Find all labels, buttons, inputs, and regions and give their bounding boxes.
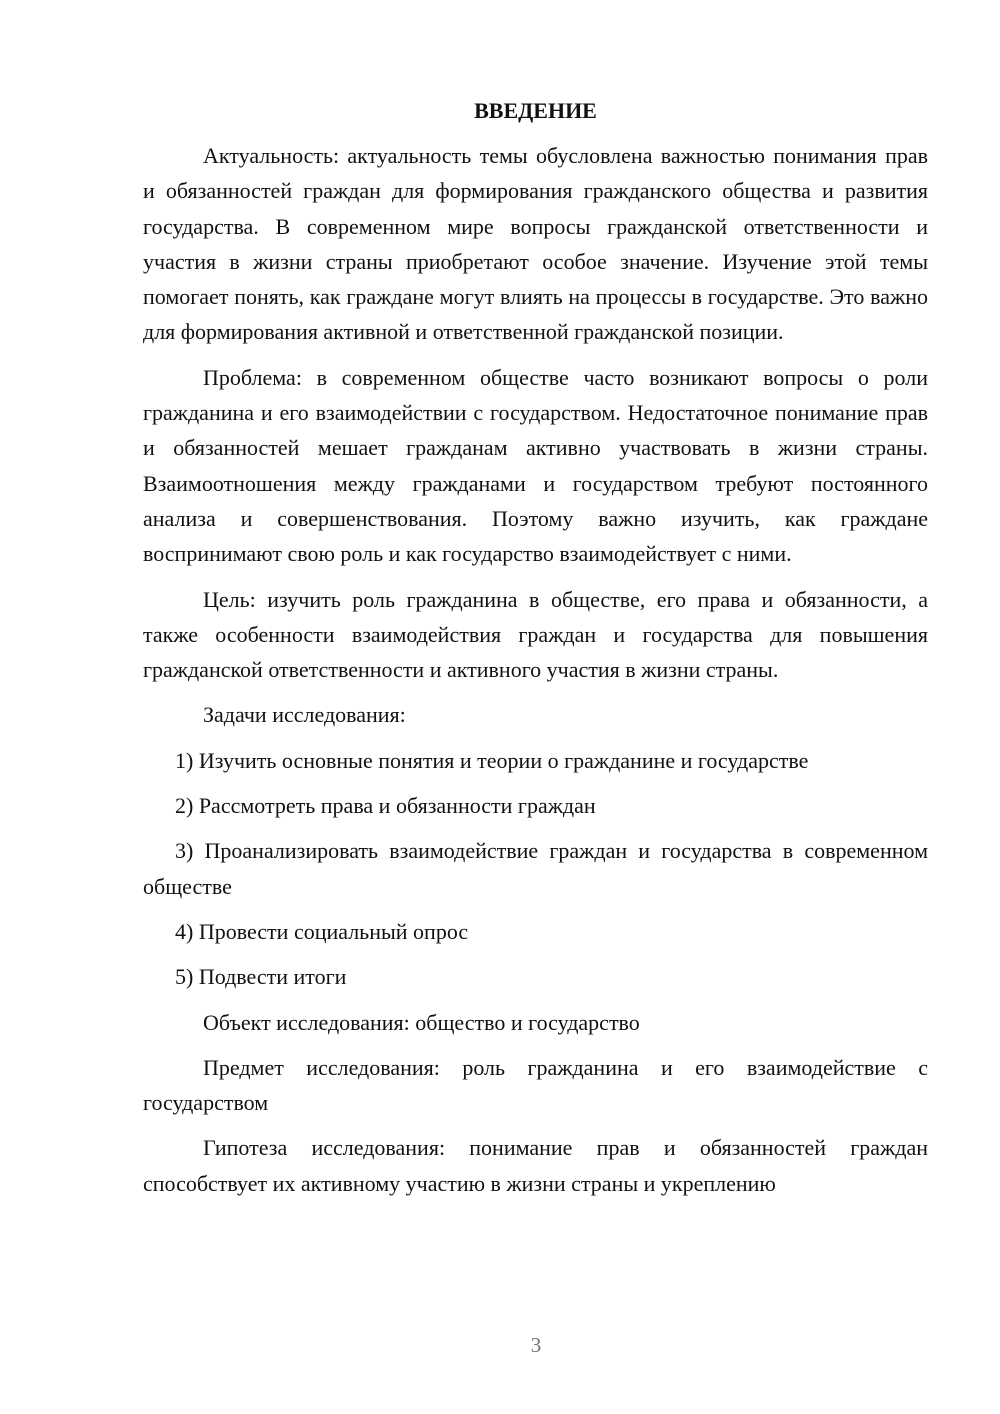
task-item-4: 4) Провести социальный опрос [175,918,469,944]
task-item-5: 5) Подвести итоги [175,964,347,990]
document-page [143,96,928,1211]
task-item-2: 2) Рассмотреть права и обязанности граждан [175,793,596,819]
page-title: ВВЕДЕНИЕ [474,98,597,123]
relevance-paragraph: Актуальность: актуальность темы обусловлена важностью понимания прав и обязанностей граждан для формирования гражданского общества и развития государства. В современном мире вопросы гражданской ответственности и участия в жизни страны приобретают особое значение. Изучение этой темы помогает понять, как граждане могут влиять на процессы в государстве. Это важно для формирования активной и ответственной гражданской позиции. [143,143,928,345]
page-number: 3 [530,1333,542,1357]
goal-paragraph: Цель: изучить роль гражданина в обществе, его права и обязанности, а также особенности взаимодействия граждан и государства для повышения гражданской ответственности и активного участия в жизни страны. [143,586,928,683]
object-paragraph: Объект исследования: общество и государство [203,1009,640,1035]
tasks-heading: Задачи исследования: [203,702,406,728]
task-item-1: 1) Изучить основные понятия и теории о гражданине и государстве [175,747,809,773]
hypothesis-paragraph: Гипотеза исследования: понимание прав и обязанностей граждан способствует их активному участию в жизни страны и укреплению [143,1135,928,1196]
task-item-3: 3) Проанализировать взаимодействие граждан и государства в современном обществе [143,838,928,899]
problem-paragraph: Проблема: в современном обществе часто возникают вопросы о роли гражданина и его взаимодействии с государством. Недостаточное понимание прав и обязанностей мешает гражданам активно участвовать в жизни страны. Взаимоотношения между гражданами и государством требуют постоянного анализа и совершенствования. Поэтому важно изучить, как граждане воспринимают свою роль и как государство взаимодействует с ними. [143,364,928,567]
subject-paragraph: Предмет исследования: роль гражданина и его взаимодействие с государством [143,1054,928,1116]
